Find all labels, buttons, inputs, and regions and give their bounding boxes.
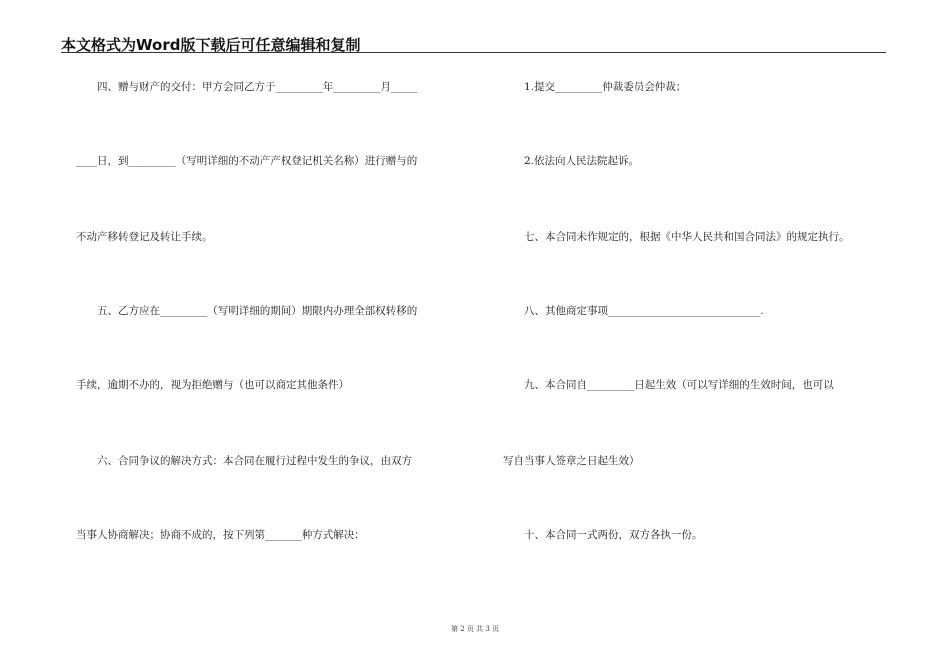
right-line-7: 十、本合同一式两份，双方各执一份。	[503, 529, 703, 541]
page-number-footer: 第 2 页 共 3 页	[450, 625, 500, 633]
right-line-2: 2.依法向人民法院起诉。	[503, 155, 640, 167]
header-divider	[61, 52, 886, 53]
left-line-1: 四、赠与财产的交付：甲方会同乙方于_________年_________月_____	[76, 81, 418, 93]
right-line-6: 写自当事人签章之日起生效）	[503, 455, 640, 467]
right-line-4: 八、其他商定事项_____________________________.	[503, 305, 764, 317]
document-header-title: 本文格式为Word版下载后可任意编辑和复制	[61, 36, 361, 54]
right-line-3: 七、本合同未作规定的，根据《中华人民共和国合同法》的规定执行。	[503, 231, 850, 243]
left-line-6: 六、合同争议的解决方式：本合同在履行过程中发生的争议，由双方	[76, 455, 412, 467]
left-line-2: ____日，到_________（写明详细的不动产产权登记机关名称）进行赠与的	[76, 155, 418, 167]
right-line-5: 九、本合同自_________日起生效（可以写详细的生效时间，也可以	[503, 379, 834, 391]
right-line-1: 1.提交_________仲裁委员会仲裁；	[503, 81, 687, 93]
left-line-4: 五、乙方应在_________（写明详细的期间）期限内办理全部权转移的	[76, 305, 418, 317]
left-line-7: 当事人协商解决；协商不成的，按下列第_______种方式解决：	[76, 529, 365, 541]
left-line-3: 不动产移转登记及转让手续。	[76, 231, 213, 243]
left-line-5: 手续，逾期不办的，视为拒绝赠与（也可以商定其他条件）	[76, 379, 349, 391]
